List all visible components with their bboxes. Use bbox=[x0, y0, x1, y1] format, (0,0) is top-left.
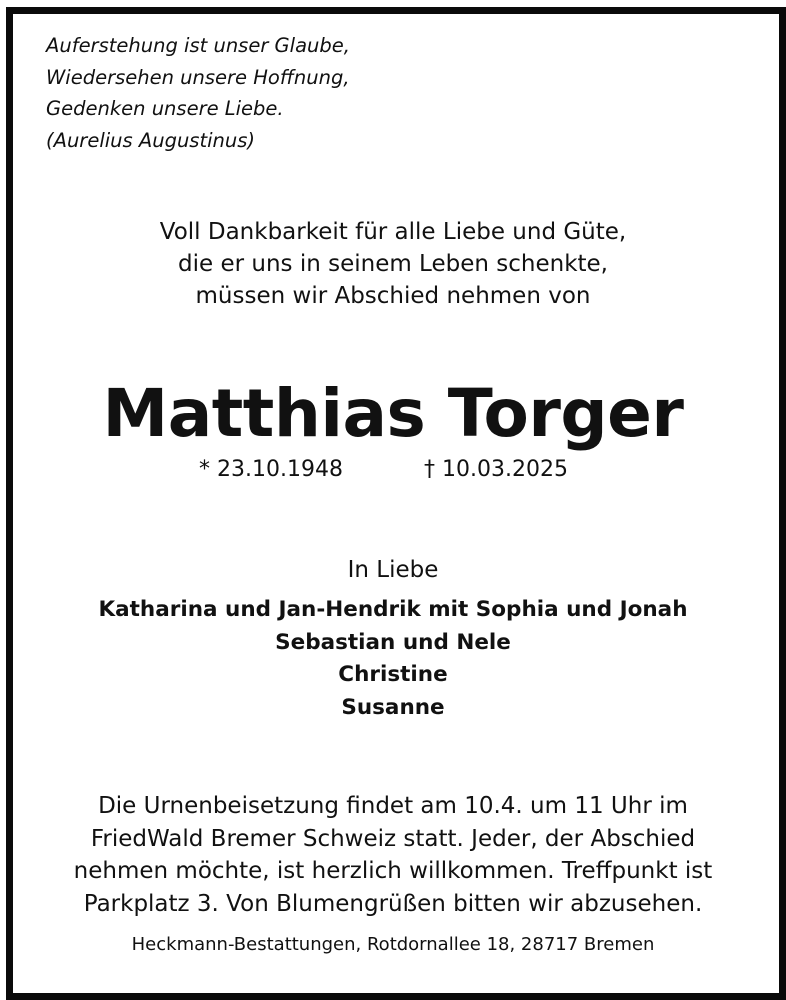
mourner-name: Sebastian und Nele bbox=[275, 629, 511, 655]
notice-line: nehmen möchte, ist herzlich willkommen. Treffpunkt ist bbox=[73, 858, 713, 884]
burial-notice bbox=[0, 790, 786, 920]
notice-line: Parkplatz 3. Von Blumengrüßen bitten wir abzusehen. bbox=[83, 890, 703, 917]
mourner-name: Christine bbox=[338, 662, 448, 687]
deceased-name: Matthias Torger bbox=[102, 375, 684, 452]
motto-attribution: (Aurelius Augustinus) bbox=[46, 128, 256, 152]
mourner-name: Susanne bbox=[341, 694, 445, 720]
intro-line: die er uns in seinem Leben schenkte, bbox=[178, 251, 608, 277]
intro-line: Voll Dankbarkeit für alle Liebe und Güte, bbox=[159, 219, 627, 245]
undertaker-info: Heckmann-Bestattungen, Rotdornallee 18, 28717 Bremen bbox=[131, 934, 655, 955]
death-date: † 10.03.2025 bbox=[424, 457, 568, 482]
motto-quote bbox=[46, 30, 350, 156]
notice-line: Die Urnenbeisetzung findet am 10.4. um 11 Uhr im bbox=[98, 793, 688, 819]
mourner-name: Katharina und Jan-Hendrik mit Sophia und Jonah bbox=[98, 597, 688, 622]
notice-line: FriedWald Bremer Schweiz statt. Jeder, der Abschied bbox=[90, 825, 696, 852]
intro-line: müssen wir Abschied nehmen von bbox=[195, 283, 591, 309]
mourners-heading: In Liebe bbox=[347, 557, 439, 583]
birth-date: * 23.10.1948 bbox=[199, 457, 343, 482]
intro-text bbox=[0, 216, 786, 312]
motto-line: Wiedersehen unsere Hoffnung, bbox=[46, 65, 350, 89]
motto-line: Gedenken unsere Liebe. bbox=[46, 97, 284, 120]
motto-line: Auferstehung ist unser Glaube, bbox=[46, 34, 350, 57]
mourners-list bbox=[0, 594, 786, 724]
